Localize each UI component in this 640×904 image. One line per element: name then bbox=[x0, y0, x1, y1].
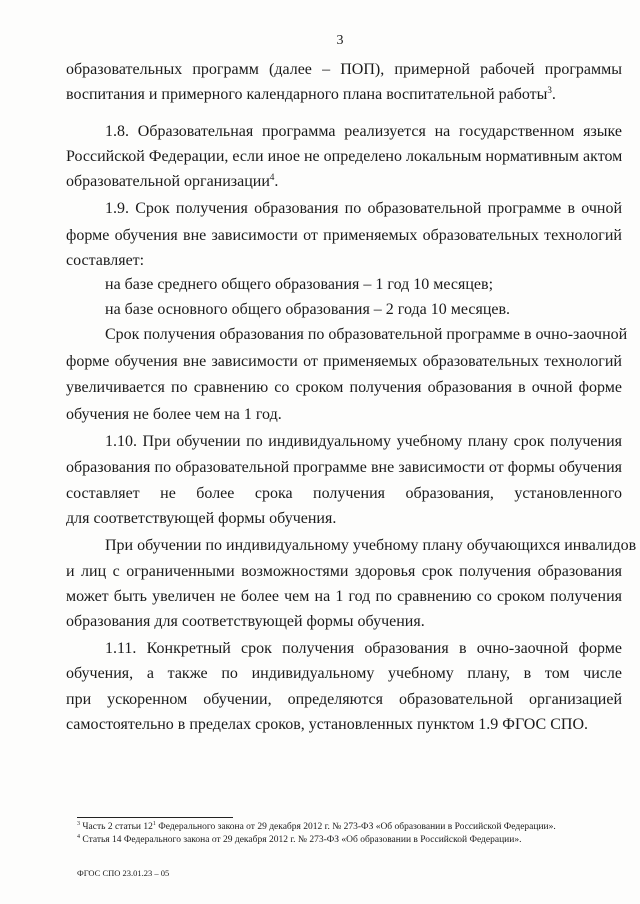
text-line: Российской Федерации, если иное не определено локальным нормативным актом bbox=[66, 148, 623, 165]
text-line: форме обучения вне зависимости от применяемых образовательных технологий bbox=[66, 353, 622, 370]
text-line: обучения, а также по индивидуальному учебному плану, в том числе bbox=[66, 665, 622, 682]
text-segment: . bbox=[551, 86, 556, 103]
footnote-ref: 3 bbox=[547, 85, 552, 95]
text-line: образования для соответствующей формы обучения. bbox=[66, 613, 425, 630]
text-line: может быть увеличен не более чем на 1 год по сравнению со сроком получения bbox=[66, 588, 622, 605]
text-line: образовательных программ (далее – ПОП), примерной рабочей программы bbox=[66, 61, 622, 78]
footnote-ref: 4 bbox=[269, 172, 275, 182]
footnote-mark: 3 bbox=[77, 821, 80, 827]
text-line: и лиц с ограниченными возможностями здоровья срок получения образования bbox=[66, 563, 622, 580]
text-line: 1.8. Образовательная программа реализуется на государственном языке bbox=[105, 123, 622, 140]
footnote-4 bbox=[77, 834, 521, 846]
text-line: образования по образовательной программе вне зависимости от формы обучения bbox=[66, 459, 622, 476]
footnote-divider bbox=[77, 817, 233, 818]
text-segment: воспитания и примерного календарного плана воспитательной работы bbox=[66, 86, 548, 103]
text-line: Срок получения образования по образовательной программе в очно-заочной bbox=[105, 326, 628, 343]
text-line: составляет не более срока получения образования, установленного bbox=[66, 485, 622, 502]
text-line: самостоятельно в пределах сроков, установленных пунктом 1.9 ФГОС СПО. bbox=[66, 716, 588, 733]
text-line: при ускоренном обучении, определяются образовательной организацией bbox=[66, 691, 622, 708]
text-line: на базе среднего общего образования – 1 год 10 месяцев; bbox=[105, 276, 494, 293]
text-line: 1.11. Конкретный срок получения образования в очно-заочной форме bbox=[105, 640, 622, 657]
text-segment: образовательной организации bbox=[66, 173, 270, 190]
text-segment: . bbox=[274, 173, 279, 190]
text-line: При обучении по индивидуальному учебному плану обучающихся инвалидов bbox=[105, 537, 637, 554]
text-line bbox=[66, 85, 622, 105]
text-line: 1.10. При обучении по индивидуальному учебному плану срок получения bbox=[105, 433, 622, 450]
text-line: форме обучения вне зависимости от применяемых образовательных технологий bbox=[66, 227, 622, 244]
footnote-text: Федерального закона от 29 декабря 2012 г. № 273-ФЗ «Об образовании в Российской Федерации». bbox=[155, 822, 556, 832]
footnote-mark: 4 bbox=[77, 834, 80, 840]
footnote-mark: 1 bbox=[152, 821, 156, 827]
document-code: ФГОС СПО 23.01.23 – 05 bbox=[77, 868, 170, 878]
page-number: 3 bbox=[336, 33, 344, 48]
text-line bbox=[66, 172, 622, 192]
text-line: 1.9. Срок получения образования по образовательной программе в очной bbox=[105, 200, 622, 217]
footnote-text: Часть 2 статьи 12 bbox=[80, 822, 153, 832]
text-line: увеличивается по сравнению со сроком получения образования в очной форме bbox=[66, 379, 622, 396]
text-line: обучения не более чем на 1 год. bbox=[66, 406, 282, 423]
text-line: на базе основного общего образования – 2 года 10 месяцев. bbox=[105, 301, 511, 318]
text-line: составляет: bbox=[66, 252, 145, 269]
footnote-text: Статья 14 Федерального закона от 29 декабря 2012 г. № 273-ФЗ «Об образовании в Российской Федерации». bbox=[80, 835, 522, 845]
text-line: для соответствующей формы обучения. bbox=[66, 510, 337, 527]
footnote-3 bbox=[77, 821, 556, 833]
